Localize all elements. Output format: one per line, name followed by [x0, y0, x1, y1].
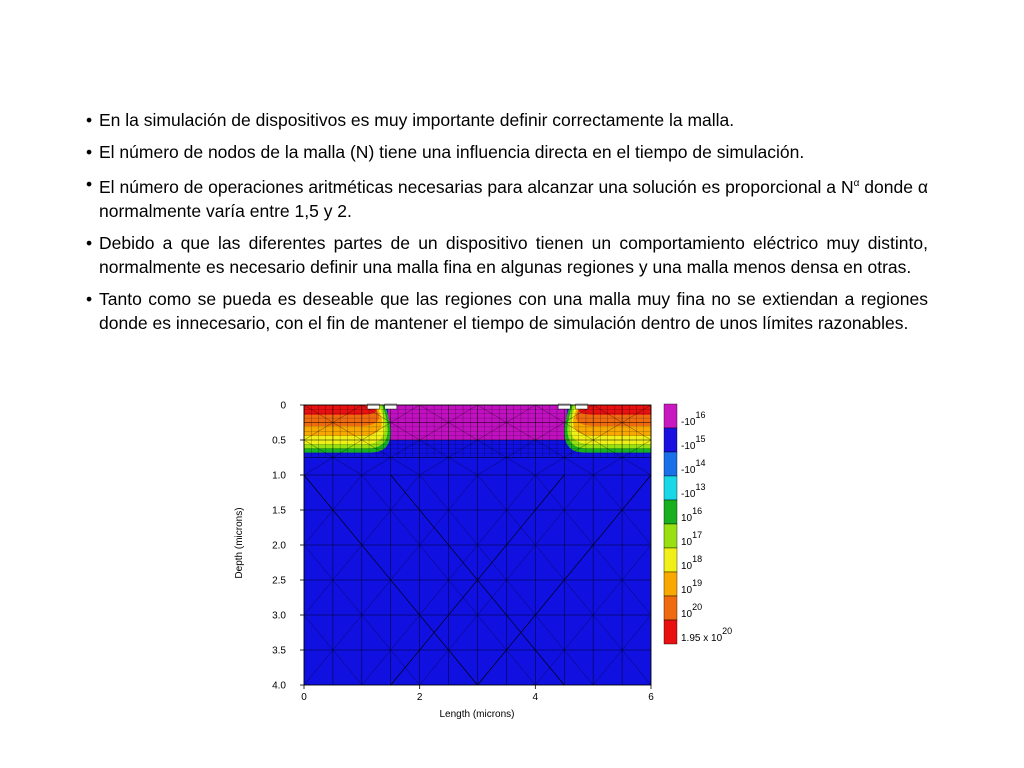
legend-swatch [664, 404, 677, 428]
y-tick-label: 2.5 [272, 575, 286, 587]
y-tick-label: 4.0 [272, 680, 286, 692]
x-tick-label: 0 [301, 692, 307, 703]
bullet-dot: • [86, 288, 93, 309]
y-tick-label: 3.0 [272, 610, 286, 622]
legend-swatch [664, 524, 677, 548]
legend-label: 1018 [681, 554, 703, 572]
color-legend [664, 404, 732, 644]
bullet-dot: • [86, 142, 93, 162]
bullet-item [86, 108, 928, 132]
doping-mesh-figure [225, 395, 765, 725]
bullet-dot: • [86, 174, 93, 194]
bullet-dot: • [86, 110, 93, 130]
y-tick-label: 3.5 [272, 645, 286, 657]
legend-swatch [664, 428, 677, 452]
bullet-item [86, 287, 928, 335]
legend-label: 1019 [681, 578, 703, 596]
bullet-superscript: α [853, 178, 860, 189]
x-tick-label: 6 [648, 692, 654, 703]
x-axis-label: Length (microns) [439, 709, 515, 720]
y-tick-label: 0.5 [272, 435, 286, 447]
legend-label: -1016 [681, 410, 706, 428]
y-tick-label: 1.0 [272, 470, 286, 482]
y-tick-label: 2.0 [272, 540, 286, 552]
legend-swatch [664, 548, 677, 572]
bullet-item [86, 140, 928, 164]
y-tick-label: 0 [280, 400, 286, 412]
bullet-text: Debido a que las diferentes partes de un dispositivo tienen un comportamiento eléctrico muy distinto, normalmente es necesario definir una malla fina en algunas regiones y una malla menos densa en otras. [99, 232, 928, 277]
legend-swatch [664, 476, 677, 500]
legend-swatch [664, 500, 677, 524]
bullet-text: Tanto como se pueda es deseable que las regiones con una malla muy fina no se extiendan a regiones donde es innecesario, con el fin de mantener el tiempo de simulación dentro de unos límites razonables. [99, 288, 928, 333]
bullet-text-after: donde α normalmente varía entre 1,5 y 2. [99, 176, 928, 221]
legend-label: 1017 [681, 530, 703, 548]
bullet-dot: • [86, 232, 93, 253]
legend-label: 1016 [681, 506, 703, 524]
bullet-item [86, 172, 928, 223]
x-tick-label: 4 [532, 692, 539, 703]
bullet-text: El número de operaciones aritméticas necesarias para alcanzar una solución es proporcional a N [99, 176, 854, 197]
bullet-text: El número de nodos de la malla (N) tiene una influencia directa en el tiempo de simulación. [99, 142, 805, 162]
y-tick-label: 1.5 [272, 505, 286, 517]
legend-swatch [664, 572, 677, 596]
legend-label: -1013 [681, 482, 706, 500]
bullet-item [86, 231, 928, 279]
legend-swatch [664, 620, 677, 644]
doping-mesh-plot [225, 395, 765, 725]
legend-label: 1020 [681, 602, 703, 620]
legend-swatch [664, 452, 677, 476]
bullet-list [86, 108, 928, 343]
legend-label: -1015 [681, 434, 706, 452]
x-tick-label: 2 [416, 692, 423, 703]
legend-label: -1014 [681, 458, 706, 476]
legend-swatch [664, 596, 677, 620]
legend-label: 1.95 x 1020 [681, 626, 733, 644]
bullet-text: En la simulación de dispositivos es muy importante definir correctamente la malla. [99, 110, 735, 130]
y-axis-label: Depth (microns) [234, 507, 245, 579]
